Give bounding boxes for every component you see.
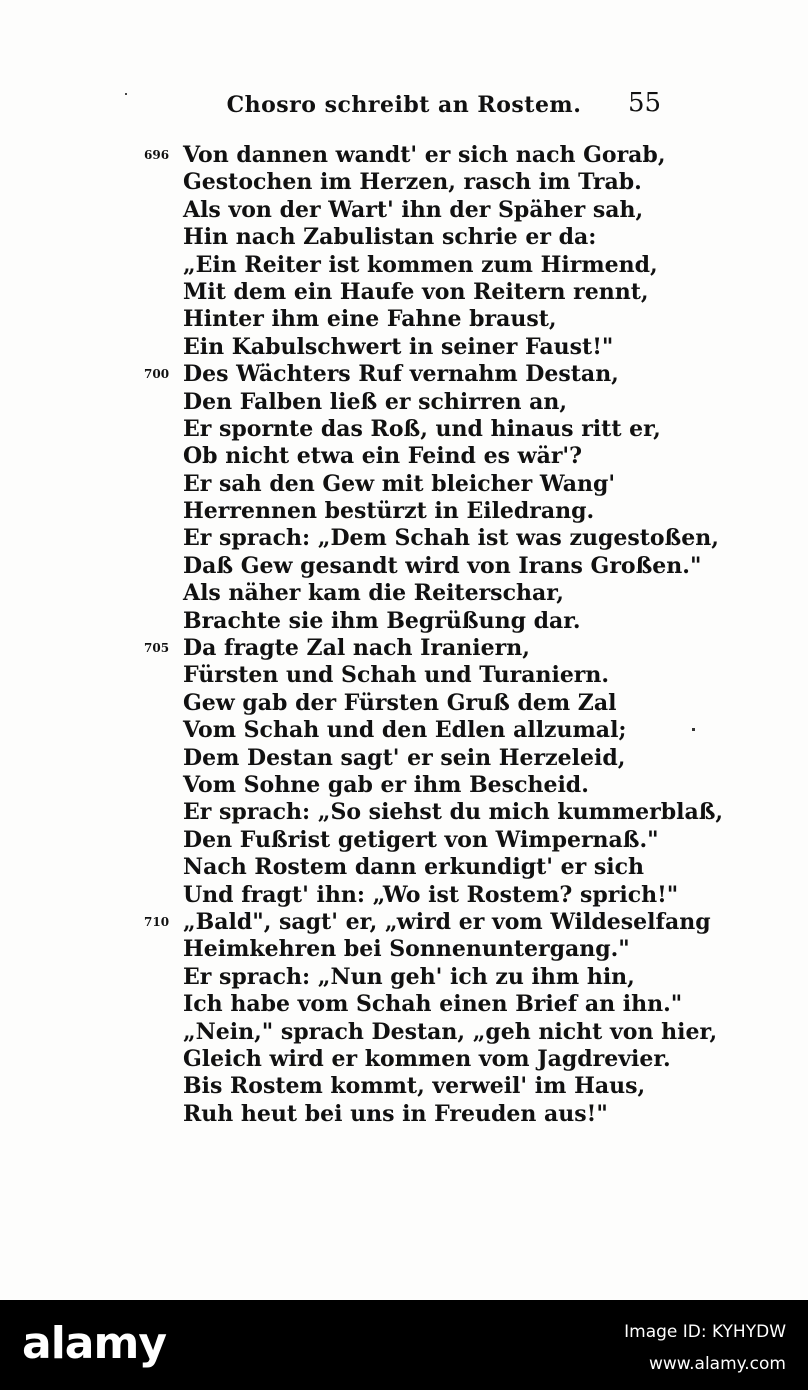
- verse-text: Vom Schah und den Edlen allzumal;: [183, 717, 627, 744]
- verse-text: Und fragt' ihn: „Wo ist Rostem? sprich!": [183, 881, 679, 908]
- line-number: 710: [144, 914, 170, 929]
- verse-line: [0, 306, 808, 333]
- verse-line: [0, 717, 808, 744]
- site-url: www.alamy.com: [648, 1354, 786, 1374]
- verse-line: [0, 197, 808, 224]
- alamy-logo: alamy: [22, 1318, 166, 1369]
- verse-text: Herrennen bestürzt in Eiledrang.: [183, 498, 595, 525]
- verse-line: [0, 553, 808, 580]
- verse-line: [0, 1073, 808, 1100]
- verse-text: Er sprach: „Dem Schah ist was zugestoßen,: [183, 525, 719, 552]
- verse-line: [0, 662, 808, 689]
- verse-text: Fürsten und Schah und Turaniern.: [183, 662, 610, 689]
- verse-line: [0, 690, 808, 717]
- verse-line: [0, 279, 808, 306]
- verse-line: [0, 1046, 808, 1073]
- verse-text: Ruh heut bei uns in Freuden aus!": [183, 1100, 608, 1127]
- verse-text: Von dannen wandt' er sich nach Gorab,: [183, 142, 666, 168]
- verse-line: [0, 416, 808, 443]
- image-id: Image ID: KYHYDW: [624, 1322, 786, 1342]
- verse-line: [0, 827, 808, 854]
- verse-line: [0, 498, 808, 525]
- verse-line: [0, 909, 808, 936]
- verse-line: [0, 854, 808, 881]
- verse-text: „Bald", sagt' er, „wird er vom Wildeselfang: [183, 908, 711, 935]
- verse-line: [0, 443, 808, 470]
- verse-text: Ob nicht etwa ein Feind es wär'?: [183, 443, 583, 470]
- verse-text: Heimkehren bei Sonnenuntergang.": [183, 936, 630, 963]
- line-number: 705: [144, 641, 170, 656]
- line-number: 700: [144, 367, 170, 382]
- verse-line: [0, 580, 808, 607]
- verse-line: [0, 1019, 808, 1046]
- verse-text: Gleich wird er kommen vom Jagdrevier.: [183, 1045, 671, 1072]
- verse-line: [0, 525, 808, 552]
- verse-text: Den Falben ließ er schirren an,: [183, 388, 568, 415]
- verse-text: Den Fußrist getigert von Wimpernaß.": [183, 826, 659, 853]
- verse-line: [0, 936, 808, 963]
- verse-line: [0, 334, 808, 361]
- verse-line: [0, 882, 808, 909]
- verse-text: Er spornte das Roß, und hinaus ritt er,: [183, 415, 661, 442]
- verse-line: [0, 608, 808, 635]
- verse-text: Da fragte Zal nach Iraniern,: [183, 635, 530, 662]
- verse-text: Brachte sie ihm Begrüßung dar.: [183, 607, 581, 634]
- verse-line: [0, 745, 808, 772]
- verse-line: [0, 224, 808, 251]
- verse-text: Er sprach: „Nun geh' ich zu ihm hin,: [183, 963, 635, 990]
- verse-text: Mit dem ein Haufe von Reitern rennt,: [183, 278, 649, 305]
- verse-line: [0, 389, 808, 416]
- verse-line: [0, 169, 808, 196]
- poem: [0, 142, 808, 1128]
- verse-text: „Ein Reiter ist kommen zum Hirmend,: [183, 251, 658, 278]
- verse-line: [0, 964, 808, 991]
- verse-text: „Nein," sprach Destan, „geh nicht von hier,: [183, 1018, 718, 1045]
- verse-text: Ich habe vom Schah einen Brief an ihn.": [183, 991, 683, 1018]
- verse-text: Gestochen im Herzen, rasch im Trab.: [183, 169, 642, 196]
- verse-text: Vom Sohne gab er ihm Bescheid.: [183, 771, 589, 798]
- verse-line: [0, 991, 808, 1018]
- line-number: 696: [144, 148, 170, 162]
- verse-text: Hinter ihm eine Fahne braust,: [183, 306, 557, 333]
- verse-line: [0, 799, 808, 826]
- verse-text: Daß Gew gesandt wird von Irans Großen.": [183, 552, 702, 579]
- running-header: Chosro schreibt an Rostem.: [226, 92, 582, 118]
- verse-text: Bis Rostem kommt, verweil' im Haus,: [183, 1073, 646, 1100]
- verse-text: Hin nach Zabulistan schrie er da:: [183, 224, 597, 251]
- verse-text: Gew gab der Fürsten Gruß dem Zal: [183, 689, 617, 716]
- verse-text: Dem Destan sagt' er sein Herzeleid,: [183, 744, 626, 771]
- verse-text: Ein Kabulschwert in seiner Faust!": [183, 333, 614, 360]
- verse-text: Als näher kam die Reiterschar,: [183, 580, 564, 607]
- page-number: 55: [628, 88, 662, 118]
- verse-line: [0, 142, 808, 169]
- verse-text: Er sprach: „So siehst du mich kummerblaß,: [183, 799, 724, 826]
- verse-text: Er sah den Gew mit bleicher Wang': [183, 470, 616, 497]
- verse-line: [0, 635, 808, 662]
- verse-line: [0, 1101, 808, 1128]
- verse-line: [0, 471, 808, 498]
- verse-line: [0, 772, 808, 799]
- verse-text: Als von der Wart' ihn der Späher sah,: [183, 196, 644, 223]
- watermark-banner: [0, 1300, 808, 1390]
- verse-line: [0, 361, 808, 388]
- verse-text: Nach Rostem dann erkundigt' er sich: [183, 854, 645, 881]
- verse-text: Des Wächters Ruf vernahm Destan,: [183, 361, 619, 388]
- verse-line: [0, 252, 808, 279]
